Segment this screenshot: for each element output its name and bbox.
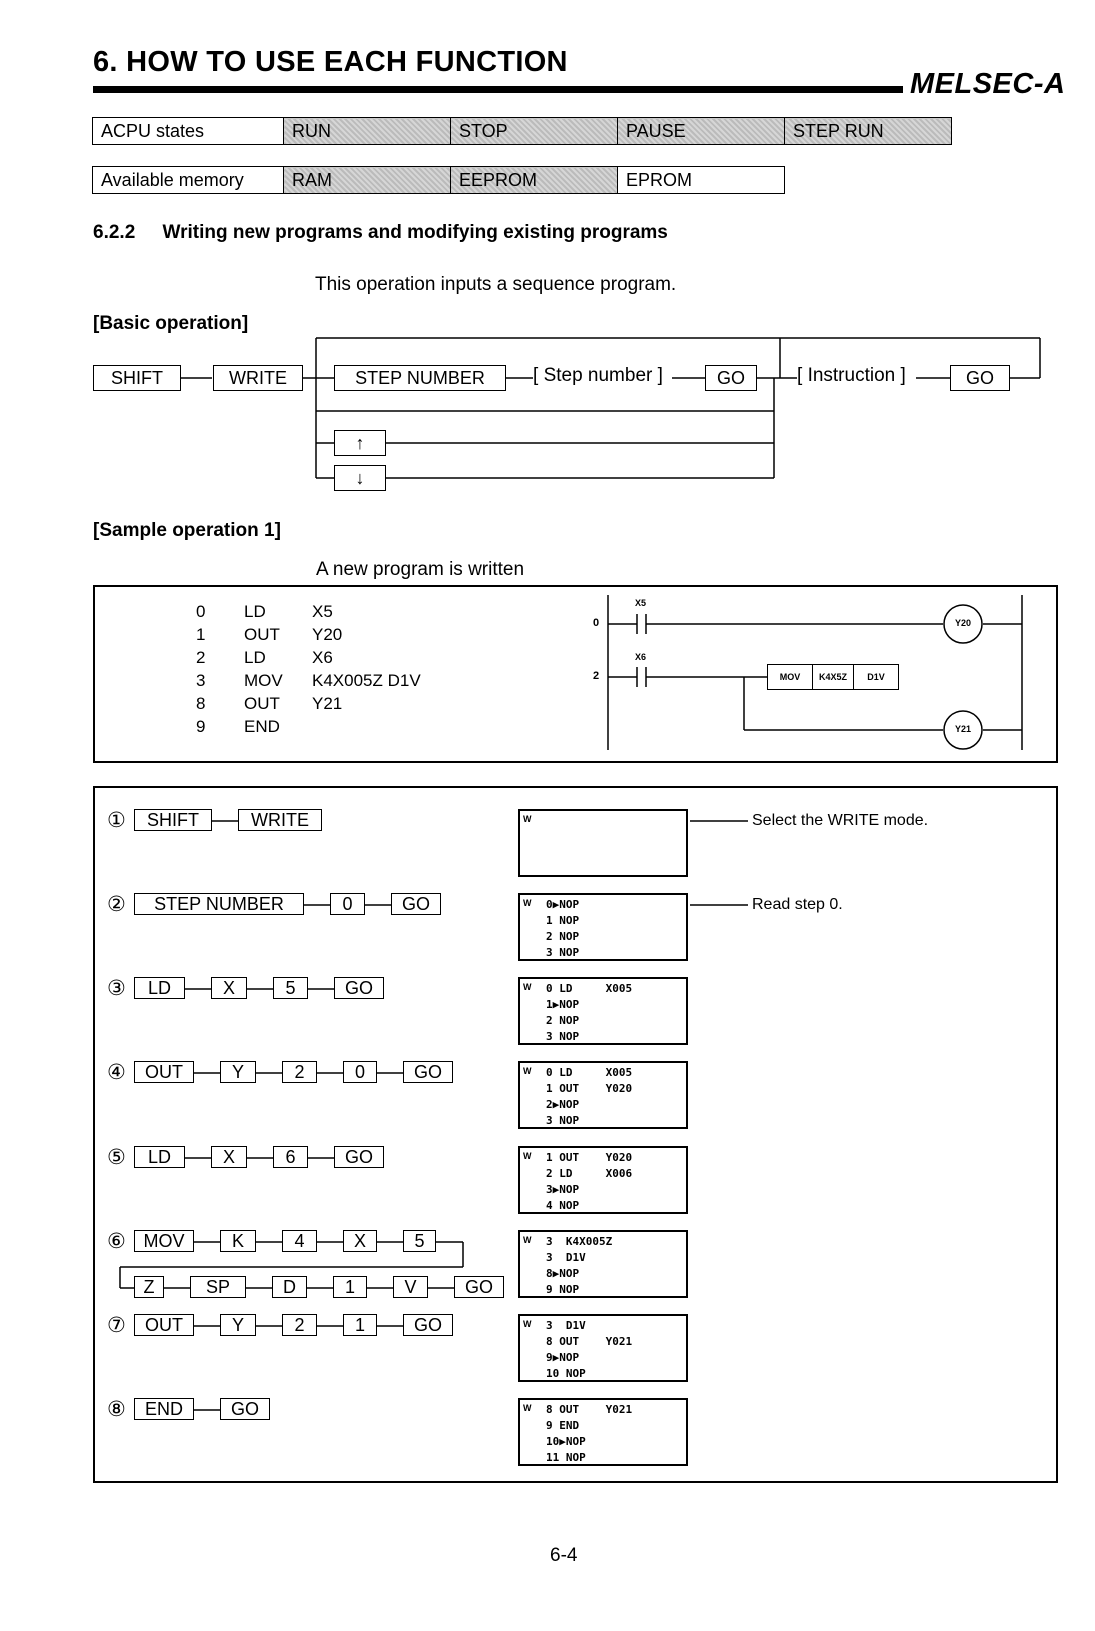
step-2-key-step-number: STEP NUMBER — [134, 893, 304, 915]
step-6-key-1: 1 — [333, 1276, 367, 1298]
step-8-key-end: END — [134, 1398, 194, 1420]
instruction-input: [ Instruction ] — [797, 365, 906, 386]
mov-cell: MOV — [768, 665, 813, 689]
mov-dst-cell: D1V — [867, 672, 885, 682]
step-7-key-1: 1 — [343, 1314, 377, 1336]
step-6-number: ⑥ — [107, 1230, 126, 1253]
step-7-key-go: GO — [403, 1314, 453, 1336]
mov-src-cell: K4X5Z — [813, 665, 854, 689]
memory-ram: RAM — [284, 167, 451, 194]
lcd-line: 3 K4X005Z — [546, 1235, 613, 1248]
lcd-line: 2 LD X006 — [546, 1167, 633, 1180]
step-8-number: ⑧ — [107, 1398, 126, 1421]
lcd-line: 2 NOP — [546, 930, 580, 943]
lcd-line: 3 NOP — [546, 946, 580, 959]
prog-instr: OUT — [244, 625, 280, 644]
prog-operand: Y21 — [312, 694, 343, 713]
step-4-key-out: OUT — [134, 1061, 194, 1083]
lcd-line: 8 OUT Y021 — [546, 1335, 633, 1348]
sample-operation-label: [Sample operation 1] — [93, 520, 281, 541]
state-step-run: STEP RUN — [785, 118, 952, 145]
step-4-key-2: 2 — [282, 1061, 317, 1083]
write-mode-icon: W — [523, 814, 532, 824]
lcd-line: 1 OUT Y020 — [546, 1082, 633, 1095]
lcd-line: 11 NOP — [546, 1451, 586, 1464]
state-run: RUN — [284, 118, 451, 145]
ladder-step-2: 2 — [593, 670, 600, 682]
coil-y20: Y20 — [954, 618, 971, 628]
write-mode-icon: W — [523, 898, 532, 908]
step-3-key-x: X — [211, 977, 247, 999]
ladder-step-0: 0 — [593, 617, 600, 629]
lcd-line: 3 NOP — [546, 1114, 580, 1127]
lcd-line: 3 D1V — [546, 1251, 586, 1264]
step-1-number: ① — [107, 809, 126, 832]
prog-step: 8 — [196, 694, 206, 713]
step-6-key-sp: SP — [190, 1276, 246, 1298]
prog-step: 9 — [196, 717, 206, 736]
step-8-key-go: GO — [220, 1398, 270, 1420]
step-7-lcd — [518, 1314, 688, 1382]
lcd-line: 9▶NOP — [546, 1351, 580, 1364]
go-key: GO — [705, 365, 757, 391]
step-7-key-out: OUT — [134, 1314, 194, 1336]
prog-step: 2 — [196, 648, 206, 667]
step-4-key-go: GO — [403, 1061, 453, 1083]
write-mode-icon: W — [523, 1403, 532, 1413]
step-4-number: ④ — [107, 1061, 126, 1084]
up-arrow-key: ↑ — [334, 430, 386, 456]
step-1-lcd — [518, 809, 688, 877]
mov-instruction-box — [767, 664, 899, 690]
down-arrow-key: ↓ — [334, 465, 386, 491]
step-5-key-6: 6 — [273, 1146, 308, 1168]
coil-y21: Y21 — [954, 724, 971, 734]
step-6-key-mov: MOV — [134, 1230, 194, 1252]
step-3-key-5: 5 — [273, 977, 308, 999]
step-5-lcd — [518, 1146, 688, 1214]
lcd-line: 2 NOP — [546, 1014, 580, 1027]
prog-operand: Y20 — [312, 625, 343, 644]
lcd-line: 1 NOP — [546, 914, 580, 927]
lcd-line: 9 END — [546, 1419, 580, 1432]
lcd-line: 4 NOP — [546, 1199, 580, 1212]
contact-x6-label: X6 — [635, 652, 647, 662]
program-frame — [93, 585, 1058, 763]
step-2-key-go: GO — [391, 893, 441, 915]
lcd-line: 3 D1V — [546, 1319, 586, 1332]
prog-operand: X6 — [312, 648, 333, 667]
step-6-key-x: X — [343, 1230, 377, 1252]
step-2-note: Read step 0. — [752, 896, 843, 913]
write-mode-icon: W — [523, 1066, 532, 1076]
lcd-line: 8 OUT Y021 — [546, 1403, 633, 1416]
lcd-line: 10 NOP — [546, 1367, 586, 1380]
lcd-line: 0 LD X005 — [546, 1066, 633, 1079]
lcd-line: 1 OUT Y020 — [546, 1151, 633, 1164]
write-mode-icon: W — [523, 1151, 532, 1161]
sample-caption: A new program is written — [316, 559, 525, 580]
lcd-line: 8▶NOP — [546, 1267, 580, 1280]
prog-step: 1 — [196, 625, 206, 644]
step-6-key-v: V — [393, 1276, 428, 1298]
step-3-number: ③ — [107, 977, 126, 1000]
step-6-lcd — [518, 1230, 688, 1298]
intro-text: This operation inputs a sequence program. — [315, 274, 677, 295]
step-4-lcd — [518, 1061, 688, 1129]
step-4-key-y: Y — [220, 1061, 256, 1083]
subsection-number: 6.2.2 — [93, 222, 136, 243]
step-number-input: [ Step number ] — [533, 365, 663, 386]
go-key-2: GO — [950, 365, 1010, 391]
write-key: WRITE — [213, 365, 303, 391]
step-2-lcd — [518, 893, 688, 961]
step-6-key-z: Z — [134, 1276, 164, 1298]
write-mode-icon: W — [523, 1319, 532, 1329]
step-3-key-ld: LD — [134, 977, 185, 999]
shift-key: SHIFT — [93, 365, 181, 391]
write-mode-icon: W — [523, 982, 532, 992]
step-6-key-d: D — [272, 1276, 307, 1298]
step-1-note: Select the WRITE mode. — [752, 812, 929, 829]
step-7-number: ⑦ — [107, 1314, 126, 1337]
prog-step: 0 — [196, 602, 206, 621]
prog-instr: MOV — [244, 671, 283, 690]
step-6-key-go: GO — [454, 1276, 504, 1298]
prog-step: 3 — [196, 671, 206, 690]
subsection-title-text: Writing new programs and modifying existing programs — [162, 222, 668, 243]
step-5-key-ld: LD — [134, 1146, 185, 1168]
brand-logo: MELSEC-A — [910, 68, 1066, 100]
step-4-key-0: 0 — [343, 1061, 377, 1083]
prog-instr: END — [244, 717, 280, 736]
memory-label: Available memory — [93, 167, 284, 194]
page-number: 6-4 — [550, 1545, 578, 1566]
basic-operation-label: [Basic operation] — [93, 313, 249, 334]
prog-instr: LD — [244, 602, 266, 621]
step-5-key-x: X — [211, 1146, 247, 1168]
prog-instr: OUT — [244, 694, 280, 713]
lcd-line: 9 NOP — [546, 1283, 580, 1296]
step-7-key-2: 2 — [282, 1314, 317, 1336]
step-number-key: STEP NUMBER — [334, 365, 506, 391]
memory-eprom: EPROM — [618, 167, 785, 194]
state-stop: STOP — [451, 118, 618, 145]
step-3-key-go: GO — [334, 977, 384, 999]
prog-instr: LD — [244, 648, 266, 667]
lcd-line: 1▶NOP — [546, 998, 580, 1011]
section-heading: 6. HOW TO USE EACH FUNCTION — [93, 46, 568, 78]
state-pause: PAUSE — [618, 118, 785, 145]
step-5-number: ⑤ — [107, 1146, 126, 1169]
lcd-line: 2▶NOP — [546, 1098, 580, 1111]
step-2-number: ② — [107, 893, 126, 916]
contact-x5-label: X5 — [635, 598, 647, 608]
lcd-line: 3 NOP — [546, 1030, 580, 1043]
step-6-key-k: K — [220, 1230, 256, 1252]
step-1-key-shift: SHIFT — [134, 809, 212, 831]
step-6-key-4: 4 — [282, 1230, 317, 1252]
step-2-key-0: 0 — [330, 893, 365, 915]
lcd-line: 0 LD X005 — [546, 982, 633, 995]
step-5-key-go: GO — [334, 1146, 384, 1168]
prog-operand: K4X005Z D1V — [312, 671, 421, 690]
prog-operand: X5 — [312, 602, 333, 621]
lcd-line: 0▶NOP — [546, 898, 580, 911]
memory-eeprom: EEPROM — [451, 167, 618, 194]
step-8-lcd — [518, 1398, 688, 1466]
step-1-key-write: WRITE — [238, 809, 322, 831]
step-3-lcd — [518, 977, 688, 1045]
step-7-key-y: Y — [220, 1314, 256, 1336]
lcd-line: 10▶NOP — [546, 1435, 586, 1448]
lcd-line: 3▶NOP — [546, 1183, 580, 1196]
states-label: ACPU states — [93, 118, 284, 145]
step-6-key-5: 5 — [403, 1230, 436, 1252]
write-mode-icon: W — [523, 1235, 532, 1245]
